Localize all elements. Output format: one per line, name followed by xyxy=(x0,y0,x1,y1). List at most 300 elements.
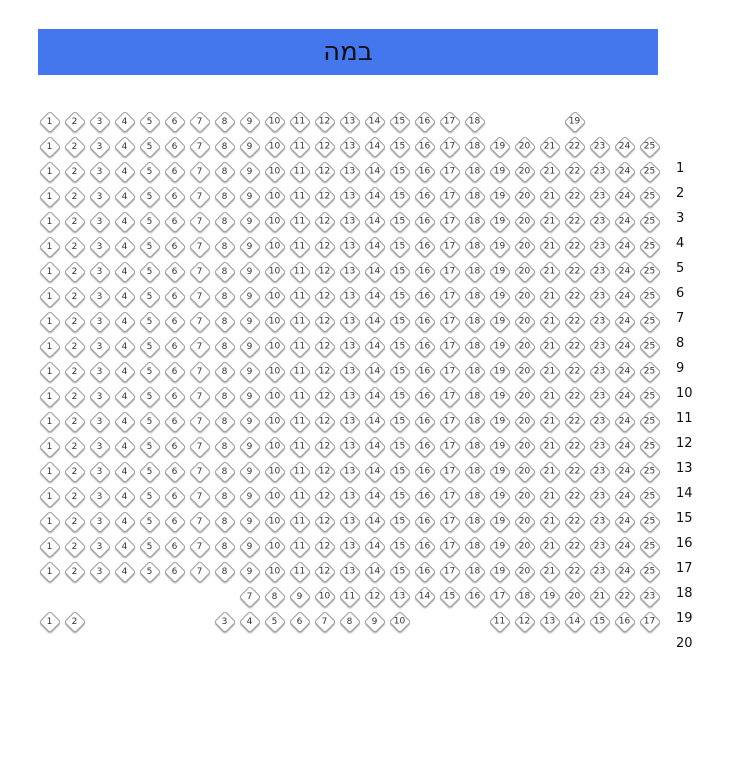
seat[interactable] xyxy=(314,161,337,184)
seat[interactable] xyxy=(214,561,237,584)
seat[interactable] xyxy=(564,461,587,484)
seat[interactable] xyxy=(289,361,312,384)
seat[interactable] xyxy=(114,536,137,559)
seat[interactable] xyxy=(364,486,387,509)
seat[interactable] xyxy=(89,311,112,334)
seat[interactable] xyxy=(89,561,112,584)
seat[interactable] xyxy=(589,561,612,584)
seat[interactable] xyxy=(239,311,262,334)
seat[interactable] xyxy=(89,261,112,284)
seat[interactable] xyxy=(214,361,237,384)
seat[interactable] xyxy=(264,461,287,484)
seat[interactable] xyxy=(64,136,87,159)
seat[interactable] xyxy=(614,186,637,209)
seat[interactable] xyxy=(614,561,637,584)
seat[interactable] xyxy=(264,186,287,209)
seat[interactable] xyxy=(164,361,187,384)
seat[interactable] xyxy=(114,561,137,584)
seat[interactable] xyxy=(464,136,487,159)
seat[interactable] xyxy=(589,386,612,409)
seat[interactable] xyxy=(639,561,662,584)
seat[interactable] xyxy=(164,286,187,309)
seat[interactable] xyxy=(589,286,612,309)
seat[interactable] xyxy=(164,186,187,209)
seat[interactable] xyxy=(139,186,162,209)
seat[interactable] xyxy=(514,386,537,409)
seat[interactable] xyxy=(164,136,187,159)
seat[interactable] xyxy=(39,611,62,634)
seat[interactable] xyxy=(339,161,362,184)
seat[interactable] xyxy=(514,611,537,634)
seat[interactable] xyxy=(364,186,387,209)
seat[interactable] xyxy=(114,111,137,134)
seat[interactable] xyxy=(114,386,137,409)
seat[interactable] xyxy=(139,361,162,384)
seat[interactable] xyxy=(514,211,537,234)
seat[interactable] xyxy=(464,286,487,309)
seat[interactable] xyxy=(264,411,287,434)
seat[interactable] xyxy=(414,261,437,284)
seat[interactable] xyxy=(214,486,237,509)
seat[interactable] xyxy=(364,411,387,434)
seat[interactable] xyxy=(289,161,312,184)
seat[interactable] xyxy=(639,586,662,609)
seat[interactable] xyxy=(614,136,637,159)
seat[interactable] xyxy=(114,511,137,534)
seat[interactable] xyxy=(414,136,437,159)
seat[interactable] xyxy=(439,411,462,434)
seat[interactable] xyxy=(414,536,437,559)
seat[interactable] xyxy=(189,186,212,209)
seat[interactable] xyxy=(339,211,362,234)
seat[interactable] xyxy=(639,361,662,384)
seat[interactable] xyxy=(314,336,337,359)
seat[interactable] xyxy=(189,211,212,234)
seat[interactable] xyxy=(364,586,387,609)
seat[interactable] xyxy=(639,211,662,234)
seat[interactable] xyxy=(564,111,587,134)
seat[interactable] xyxy=(489,211,512,234)
seat[interactable] xyxy=(489,586,512,609)
seat[interactable] xyxy=(514,136,537,159)
seat[interactable] xyxy=(39,561,62,584)
seat[interactable] xyxy=(189,111,212,134)
seat[interactable] xyxy=(414,411,437,434)
seat[interactable] xyxy=(239,486,262,509)
seat[interactable] xyxy=(289,336,312,359)
seat[interactable] xyxy=(189,361,212,384)
seat[interactable] xyxy=(464,161,487,184)
seat[interactable] xyxy=(414,511,437,534)
seat[interactable] xyxy=(189,411,212,434)
seat[interactable] xyxy=(439,386,462,409)
seat[interactable] xyxy=(614,586,637,609)
seat[interactable] xyxy=(89,361,112,384)
seat[interactable] xyxy=(464,336,487,359)
seat[interactable] xyxy=(89,461,112,484)
seat[interactable] xyxy=(239,186,262,209)
seat[interactable] xyxy=(139,211,162,234)
seat[interactable] xyxy=(39,511,62,534)
seat[interactable] xyxy=(214,611,237,634)
seat[interactable] xyxy=(589,511,612,534)
seat[interactable] xyxy=(114,236,137,259)
seat[interactable] xyxy=(239,536,262,559)
seat[interactable] xyxy=(514,586,537,609)
seat[interactable] xyxy=(289,261,312,284)
seat[interactable] xyxy=(614,461,637,484)
seat[interactable] xyxy=(389,186,412,209)
seat[interactable] xyxy=(114,436,137,459)
seat[interactable] xyxy=(589,211,612,234)
seat[interactable] xyxy=(139,411,162,434)
seat[interactable] xyxy=(64,336,87,359)
seat[interactable] xyxy=(489,461,512,484)
seat[interactable] xyxy=(514,186,537,209)
seat[interactable] xyxy=(339,536,362,559)
seat[interactable] xyxy=(89,211,112,234)
seat[interactable] xyxy=(539,511,562,534)
seat[interactable] xyxy=(214,136,237,159)
seat[interactable] xyxy=(364,561,387,584)
seat[interactable] xyxy=(189,311,212,334)
seat[interactable] xyxy=(239,411,262,434)
seat[interactable] xyxy=(539,486,562,509)
seat[interactable] xyxy=(89,386,112,409)
seat[interactable] xyxy=(539,536,562,559)
seat[interactable] xyxy=(564,386,587,409)
seat[interactable] xyxy=(214,336,237,359)
seat[interactable] xyxy=(114,211,137,234)
seat[interactable] xyxy=(164,261,187,284)
seat[interactable] xyxy=(514,286,537,309)
seat[interactable] xyxy=(539,136,562,159)
seat[interactable] xyxy=(114,186,137,209)
seat[interactable] xyxy=(614,386,637,409)
seat[interactable] xyxy=(264,561,287,584)
seat[interactable] xyxy=(239,111,262,134)
seat[interactable] xyxy=(214,236,237,259)
seat[interactable] xyxy=(589,136,612,159)
seat[interactable] xyxy=(414,111,437,134)
seat[interactable] xyxy=(64,261,87,284)
seat[interactable] xyxy=(114,311,137,334)
seat[interactable] xyxy=(414,361,437,384)
seat[interactable] xyxy=(314,386,337,409)
seat[interactable] xyxy=(364,336,387,359)
seat[interactable] xyxy=(239,436,262,459)
seat[interactable] xyxy=(489,336,512,359)
seat[interactable] xyxy=(214,211,237,234)
seat[interactable] xyxy=(264,236,287,259)
seat[interactable] xyxy=(239,361,262,384)
seat[interactable] xyxy=(339,261,362,284)
seat[interactable] xyxy=(89,411,112,434)
seat[interactable] xyxy=(414,236,437,259)
seat[interactable] xyxy=(264,536,287,559)
seat[interactable] xyxy=(39,211,62,234)
seat[interactable] xyxy=(139,336,162,359)
seat[interactable] xyxy=(589,336,612,359)
seat[interactable] xyxy=(439,136,462,159)
seat[interactable] xyxy=(389,536,412,559)
seat[interactable] xyxy=(564,436,587,459)
seat[interactable] xyxy=(64,511,87,534)
seat[interactable] xyxy=(114,261,137,284)
seat[interactable] xyxy=(589,236,612,259)
seat[interactable] xyxy=(164,411,187,434)
seat[interactable] xyxy=(389,411,412,434)
seat[interactable] xyxy=(564,586,587,609)
seat[interactable] xyxy=(239,136,262,159)
seat[interactable] xyxy=(189,486,212,509)
seat[interactable] xyxy=(64,611,87,634)
seat[interactable] xyxy=(114,411,137,434)
seat[interactable] xyxy=(289,111,312,134)
seat[interactable] xyxy=(639,386,662,409)
seat[interactable] xyxy=(314,261,337,284)
seat[interactable] xyxy=(439,111,462,134)
seat[interactable] xyxy=(214,111,237,134)
seat[interactable] xyxy=(314,361,337,384)
seat[interactable] xyxy=(139,461,162,484)
seat[interactable] xyxy=(264,386,287,409)
seat[interactable] xyxy=(314,586,337,609)
seat[interactable] xyxy=(239,461,262,484)
seat[interactable] xyxy=(489,311,512,334)
seat[interactable] xyxy=(339,111,362,134)
seat[interactable] xyxy=(189,511,212,534)
seat[interactable] xyxy=(39,186,62,209)
seat[interactable] xyxy=(339,286,362,309)
seat[interactable] xyxy=(439,236,462,259)
seat[interactable] xyxy=(89,161,112,184)
seat[interactable] xyxy=(164,486,187,509)
seat[interactable] xyxy=(564,211,587,234)
seat[interactable] xyxy=(139,561,162,584)
seat[interactable] xyxy=(589,411,612,434)
seat[interactable] xyxy=(614,411,637,434)
seat[interactable] xyxy=(364,211,387,234)
seat[interactable] xyxy=(639,161,662,184)
seat[interactable] xyxy=(539,411,562,434)
seat[interactable] xyxy=(639,511,662,534)
seat[interactable] xyxy=(389,136,412,159)
seat[interactable] xyxy=(364,361,387,384)
seat[interactable] xyxy=(289,536,312,559)
seat[interactable] xyxy=(414,436,437,459)
seat[interactable] xyxy=(89,436,112,459)
seat[interactable] xyxy=(64,161,87,184)
seat[interactable] xyxy=(289,411,312,434)
seat[interactable] xyxy=(464,261,487,284)
seat[interactable] xyxy=(514,336,537,359)
seat[interactable] xyxy=(439,561,462,584)
seat[interactable] xyxy=(464,436,487,459)
seat[interactable] xyxy=(164,236,187,259)
seat[interactable] xyxy=(264,211,287,234)
seat[interactable] xyxy=(289,211,312,234)
seat[interactable] xyxy=(39,411,62,434)
seat[interactable] xyxy=(589,186,612,209)
seat[interactable] xyxy=(339,461,362,484)
seat[interactable] xyxy=(89,511,112,534)
seat[interactable] xyxy=(214,186,237,209)
seat[interactable] xyxy=(89,486,112,509)
seat[interactable] xyxy=(589,586,612,609)
seat[interactable] xyxy=(139,286,162,309)
seat[interactable] xyxy=(39,336,62,359)
seat[interactable] xyxy=(264,611,287,634)
seat[interactable] xyxy=(114,361,137,384)
seat[interactable] xyxy=(539,211,562,234)
seat[interactable] xyxy=(564,511,587,534)
seat[interactable] xyxy=(364,461,387,484)
seat[interactable] xyxy=(414,561,437,584)
seat[interactable] xyxy=(389,511,412,534)
seat[interactable] xyxy=(39,536,62,559)
seat[interactable] xyxy=(364,536,387,559)
seat[interactable] xyxy=(39,486,62,509)
seat[interactable] xyxy=(414,186,437,209)
seat[interactable] xyxy=(639,286,662,309)
seat[interactable] xyxy=(164,561,187,584)
seat[interactable] xyxy=(614,511,637,534)
seat[interactable] xyxy=(139,236,162,259)
seat[interactable] xyxy=(439,586,462,609)
seat[interactable] xyxy=(539,311,562,334)
seat[interactable] xyxy=(189,136,212,159)
seat[interactable] xyxy=(289,236,312,259)
seat[interactable] xyxy=(64,386,87,409)
seat[interactable] xyxy=(314,186,337,209)
seat[interactable] xyxy=(139,261,162,284)
seat[interactable] xyxy=(64,236,87,259)
seat[interactable] xyxy=(164,336,187,359)
seat[interactable] xyxy=(389,586,412,609)
seat[interactable] xyxy=(314,286,337,309)
seat[interactable] xyxy=(514,536,537,559)
seat[interactable] xyxy=(389,361,412,384)
seat[interactable] xyxy=(289,561,312,584)
seat[interactable] xyxy=(339,486,362,509)
seat[interactable] xyxy=(189,336,212,359)
seat[interactable] xyxy=(139,511,162,534)
seat[interactable] xyxy=(339,361,362,384)
seat[interactable] xyxy=(564,286,587,309)
seat[interactable] xyxy=(64,311,87,334)
seat[interactable] xyxy=(164,511,187,534)
seat[interactable] xyxy=(289,511,312,534)
seat[interactable] xyxy=(489,136,512,159)
seat[interactable] xyxy=(239,336,262,359)
seat[interactable] xyxy=(389,336,412,359)
seat[interactable] xyxy=(114,336,137,359)
seat[interactable] xyxy=(464,311,487,334)
seat[interactable] xyxy=(89,186,112,209)
seat[interactable] xyxy=(414,211,437,234)
seat[interactable] xyxy=(114,286,137,309)
seat[interactable] xyxy=(189,261,212,284)
seat[interactable] xyxy=(489,286,512,309)
seat[interactable] xyxy=(414,161,437,184)
seat[interactable] xyxy=(264,336,287,359)
seat[interactable] xyxy=(439,361,462,384)
seat[interactable] xyxy=(364,261,387,284)
seat[interactable] xyxy=(489,186,512,209)
seat[interactable] xyxy=(539,586,562,609)
seat[interactable] xyxy=(289,436,312,459)
seat[interactable] xyxy=(539,261,562,284)
seat[interactable] xyxy=(314,236,337,259)
seat[interactable] xyxy=(114,461,137,484)
seat[interactable] xyxy=(489,386,512,409)
seat[interactable] xyxy=(389,436,412,459)
seat[interactable] xyxy=(514,361,537,384)
seat[interactable] xyxy=(564,186,587,209)
seat[interactable] xyxy=(614,261,637,284)
seat[interactable] xyxy=(414,461,437,484)
seat[interactable] xyxy=(564,411,587,434)
seat[interactable] xyxy=(539,336,562,359)
seat[interactable] xyxy=(189,436,212,459)
seat[interactable] xyxy=(114,161,137,184)
seat[interactable] xyxy=(514,261,537,284)
seat[interactable] xyxy=(439,486,462,509)
seat[interactable] xyxy=(339,311,362,334)
seat[interactable] xyxy=(639,311,662,334)
seat[interactable] xyxy=(39,361,62,384)
seat[interactable] xyxy=(264,436,287,459)
seat[interactable] xyxy=(389,461,412,484)
seat[interactable] xyxy=(539,461,562,484)
seat[interactable] xyxy=(264,136,287,159)
seat[interactable] xyxy=(539,186,562,209)
seat[interactable] xyxy=(89,536,112,559)
seat[interactable] xyxy=(289,386,312,409)
seat[interactable] xyxy=(314,611,337,634)
seat[interactable] xyxy=(439,436,462,459)
seat[interactable] xyxy=(389,211,412,234)
seat[interactable] xyxy=(364,386,387,409)
seat[interactable] xyxy=(414,286,437,309)
seat[interactable] xyxy=(614,336,637,359)
seat[interactable] xyxy=(314,311,337,334)
seat[interactable] xyxy=(589,436,612,459)
seat[interactable] xyxy=(189,461,212,484)
seat[interactable] xyxy=(214,511,237,534)
seat[interactable] xyxy=(364,286,387,309)
seat[interactable] xyxy=(239,261,262,284)
seat[interactable] xyxy=(564,236,587,259)
seat[interactable] xyxy=(239,236,262,259)
seat[interactable] xyxy=(464,511,487,534)
seat[interactable] xyxy=(64,486,87,509)
seat[interactable] xyxy=(339,436,362,459)
seat[interactable] xyxy=(89,111,112,134)
seat[interactable] xyxy=(214,386,237,409)
seat[interactable] xyxy=(389,261,412,284)
seat[interactable] xyxy=(589,161,612,184)
seat[interactable] xyxy=(89,136,112,159)
seat[interactable] xyxy=(364,436,387,459)
seat[interactable] xyxy=(639,411,662,434)
seat[interactable] xyxy=(39,111,62,134)
seat[interactable] xyxy=(214,261,237,284)
seat[interactable] xyxy=(389,236,412,259)
seat[interactable] xyxy=(539,386,562,409)
seat[interactable] xyxy=(514,511,537,534)
